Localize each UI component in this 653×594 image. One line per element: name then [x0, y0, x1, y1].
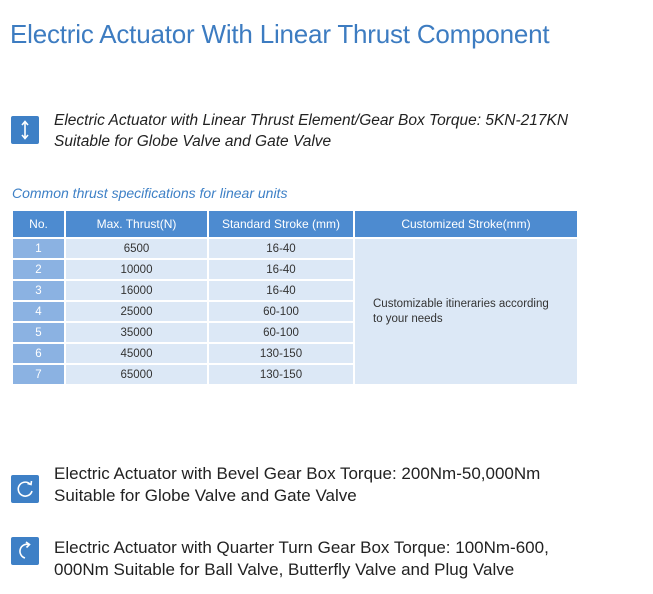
customized-note-line1: Customizable itineraries according	[373, 297, 549, 310]
row-thrust: 45000	[66, 344, 207, 363]
header-standard-stroke: Standard Stroke (mm)	[209, 211, 353, 237]
spec-caption: Common thrust specifications for linear units	[12, 185, 288, 201]
row-no: 1	[13, 239, 64, 258]
row-stroke: 16-40	[209, 281, 353, 300]
row-thrust: 6500	[66, 239, 207, 258]
row-no: 4	[13, 302, 64, 321]
header-no: No.	[13, 211, 64, 237]
row-thrust: 16000	[66, 281, 207, 300]
bevel-gear-description	[54, 463, 540, 507]
bevel-gear-line2: Suitable for Globe Valve and Gate Valve	[54, 486, 357, 505]
row-no: 7	[13, 365, 64, 384]
row-thrust: 25000	[66, 302, 207, 321]
row-no: 3	[13, 281, 64, 300]
row-thrust: 65000	[66, 365, 207, 384]
row-thrust: 10000	[66, 260, 207, 279]
row-no: 5	[13, 323, 64, 342]
row-stroke: 60-100	[209, 302, 353, 321]
quarter-turn-arrow-icon	[11, 537, 39, 565]
row-stroke: 130-150	[209, 365, 353, 384]
quarter-turn-line2: 000Nm Suitable for Ball Valve, Butterfly Valve and Plug Valve	[54, 560, 515, 579]
table-row	[13, 239, 577, 258]
row-no: 2	[13, 260, 64, 279]
quarter-turn-line1: Electric Actuator with Quarter Turn Gear Box Torque: 100Nm-600,	[54, 538, 549, 557]
rotation-arrow-icon	[11, 475, 39, 503]
linear-thrust-line1: Electric Actuator with Linear Thrust Element/Gear Box Torque: 5KN-217KN	[54, 112, 569, 129]
linear-thrust-line2: Suitable for Globe Valve and Gate Valve	[54, 133, 332, 150]
customized-stroke-note	[355, 239, 577, 384]
row-stroke: 60-100	[209, 323, 353, 342]
row-stroke: 16-40	[209, 260, 353, 279]
header-max-thrust: Max. Thrust(N)	[66, 211, 207, 237]
page-title: Electric Actuator With Linear Thrust Component	[10, 19, 550, 49]
header-customized-stroke: Customized Stroke(mm)	[355, 211, 577, 237]
thrust-spec-table	[11, 209, 579, 386]
vertical-double-arrow-icon	[11, 116, 39, 144]
row-stroke: 16-40	[209, 239, 353, 258]
row-thrust: 35000	[66, 323, 207, 342]
table-header-row	[13, 211, 577, 237]
row-no: 6	[13, 344, 64, 363]
linear-thrust-description	[54, 110, 568, 152]
customized-note-line2: to your needs	[373, 312, 443, 325]
quarter-turn-description	[54, 537, 549, 581]
bevel-gear-line1: Electric Actuator with Bevel Gear Box Torque: 200Nm-50,000Nm	[54, 464, 541, 483]
row-stroke: 130-150	[209, 344, 353, 363]
